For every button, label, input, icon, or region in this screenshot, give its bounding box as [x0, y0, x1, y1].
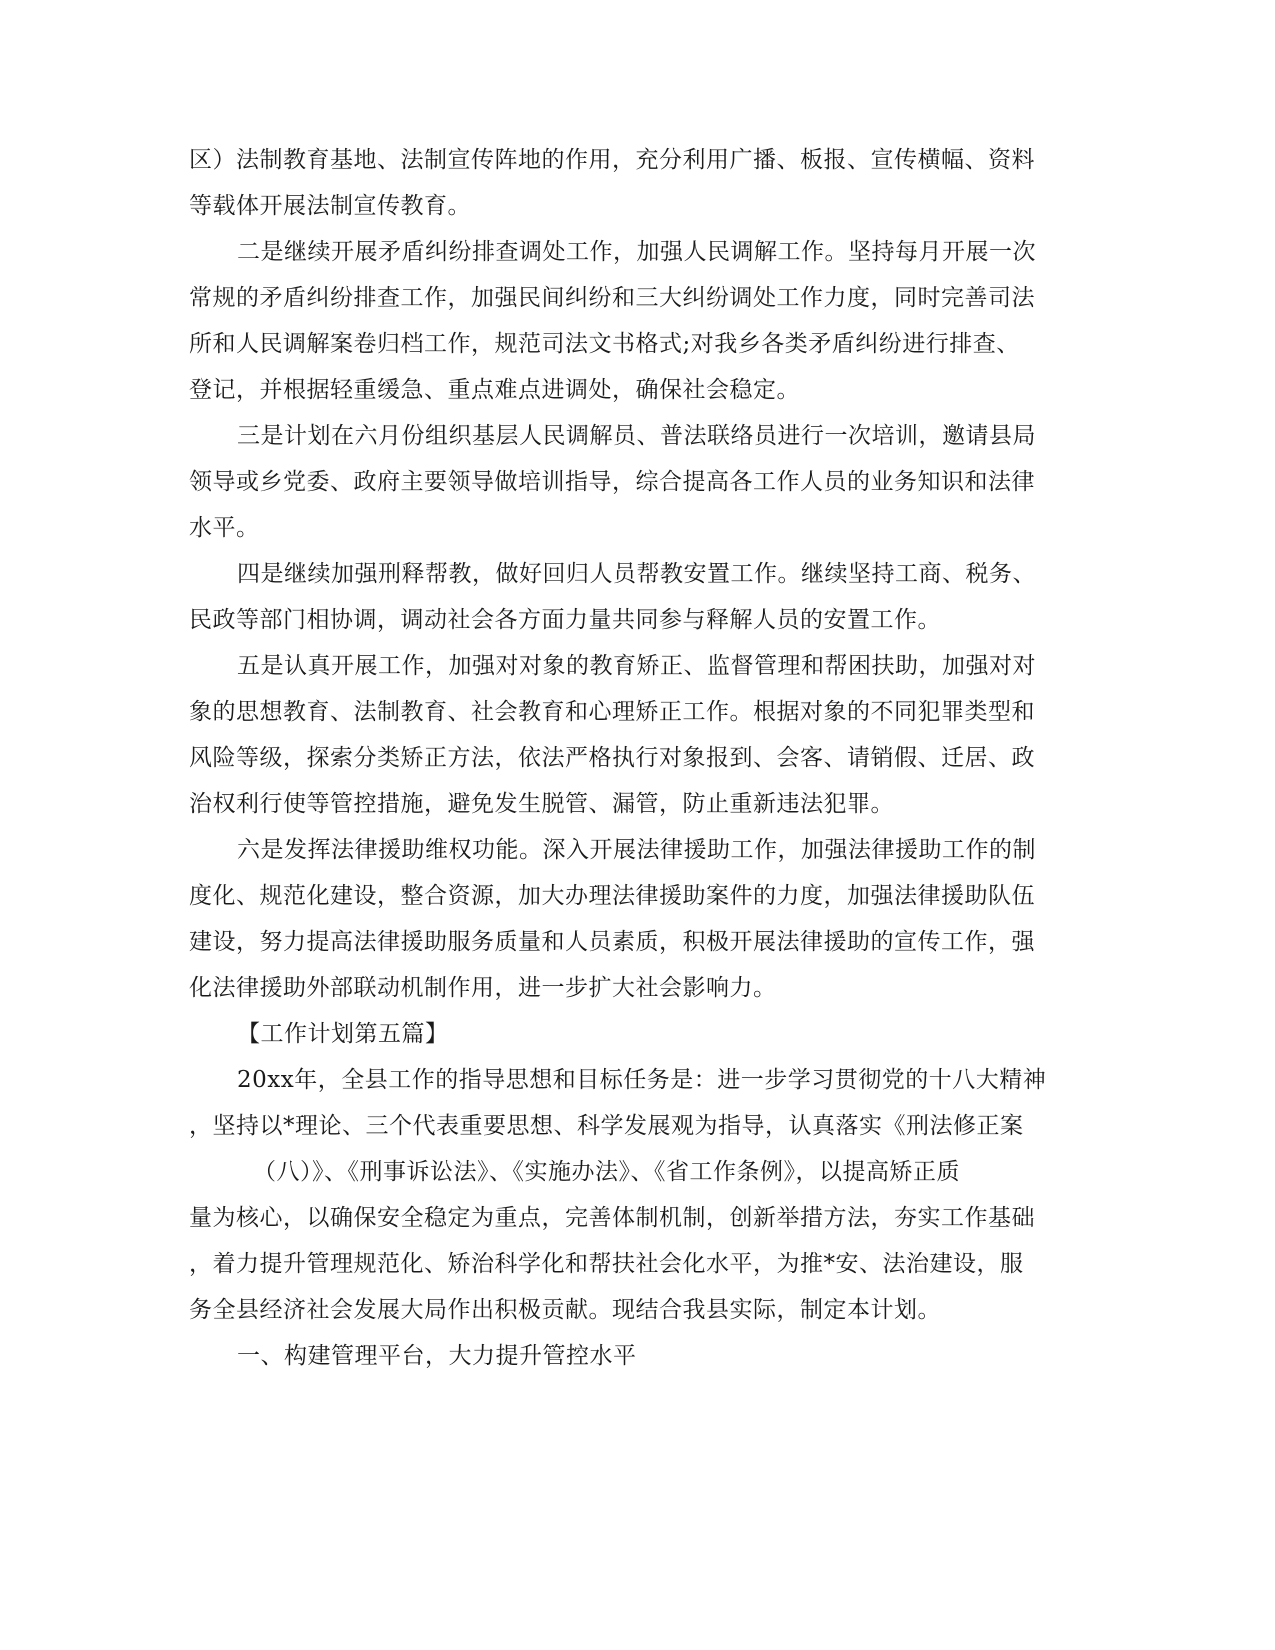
text-line: 度化、规范化建设，整合资源，加大办理法律援助案件的力度，加强法律援助队伍 — [189, 883, 1035, 909]
paragraph-start: 六是发挥法律援助维权功能。深入开展法律援助工作，加强法律援助工作的制 — [237, 837, 1036, 863]
paragraph-start: 五是认真开展工作，加强对对象的教育矫正、监督管理和帮困扶助，加强对对 — [237, 653, 1036, 679]
text-line: 风险等级，探索分类矫正方法，依法严格执行对象报到、会客、请销假、迁居、政 — [189, 745, 1035, 771]
text-line: ，坚持以*理论、三个代表重要思想、科学发展观为指导，认真落实《刑法修正案 — [189, 1113, 1024, 1139]
text-line: 等载体开展法制宣传教育。 — [189, 193, 471, 219]
text-line: ，着力提升管理规范化、矫治科学化和帮扶社会化水平，为推*安、法治建设，服 — [189, 1251, 1024, 1277]
paragraph-start: 20xx年，全县工作的指导思想和目标任务是：进一步学习贯彻党的十八大精神 — [237, 1067, 1047, 1093]
text-line: 区）法制教育基地、法制宣传阵地的作用，充分利用广播、板报、宣传横幅、资料 — [189, 147, 1035, 173]
text-line: 所和人民调解案卷归档工作，规范司法文书格式;对我乡各类矛盾纠纷进行排查、 — [189, 331, 1020, 357]
section-heading: 【工作计划第五篇】 — [237, 1021, 449, 1047]
text-line: 治权利行使等管控措施，避免发生脱管、漏管，防止重新违法犯罪。 — [189, 791, 894, 817]
paragraph-start: 二是继续开展矛盾纠纷排查调处工作，加强人民调解工作。坚持每月开展一次 — [237, 239, 1036, 265]
text-line: （八）》、《刑事诉讼法》、《实施办法》、《省工作条例》，以提高矫正质 — [253, 1159, 960, 1185]
text-line: 量为核心，以确保安全稳定为重点，完善体制机制，创新举措方法，夯实工作基础 — [189, 1205, 1035, 1231]
text-line: 建设，努力提高法律援助服务质量和人员素质，积极开展法律援助的宣传工作，强 — [189, 929, 1035, 955]
text-line: 象的思想教育、法制教育、社会教育和心理矫正工作。根据对象的不同犯罪类型和 — [189, 699, 1035, 725]
text-line: 务全县经济社会发展大局作出积极贡献。现结合我县实际，制定本计划。 — [189, 1297, 941, 1323]
text-line: 化法律援助外部联动机制作用，进一步扩大社会影响力。 — [189, 975, 777, 1001]
text-line: 常规的矛盾纠纷排查工作，加强民间纠纷和三大纠纷调处工作力度，同时完善司法 — [189, 285, 1035, 311]
text-line: 民政等部门相协调，调动社会各方面力量共同参与释解人员的安置工作。 — [189, 607, 941, 633]
text-line: 水平。 — [189, 515, 260, 541]
text-line: 领导或乡党委、政府主要领导做培训指导，综合提高各工作人员的业务知识和法律 — [189, 469, 1035, 495]
paragraph-start: 四是继续加强刑释帮教，做好回归人员帮教安置工作。继续坚持工商、税务、 — [237, 561, 1036, 587]
subsection-heading: 一、构建管理平台，大力提升管控水平 — [237, 1343, 637, 1369]
text-line: 登记，并根据轻重缓急、重点难点进调处，确保社会稳定。 — [189, 377, 800, 403]
paragraph-start: 三是计划在六月份组织基层人民调解员、普法联络员进行一次培训，邀请县局 — [237, 423, 1036, 449]
